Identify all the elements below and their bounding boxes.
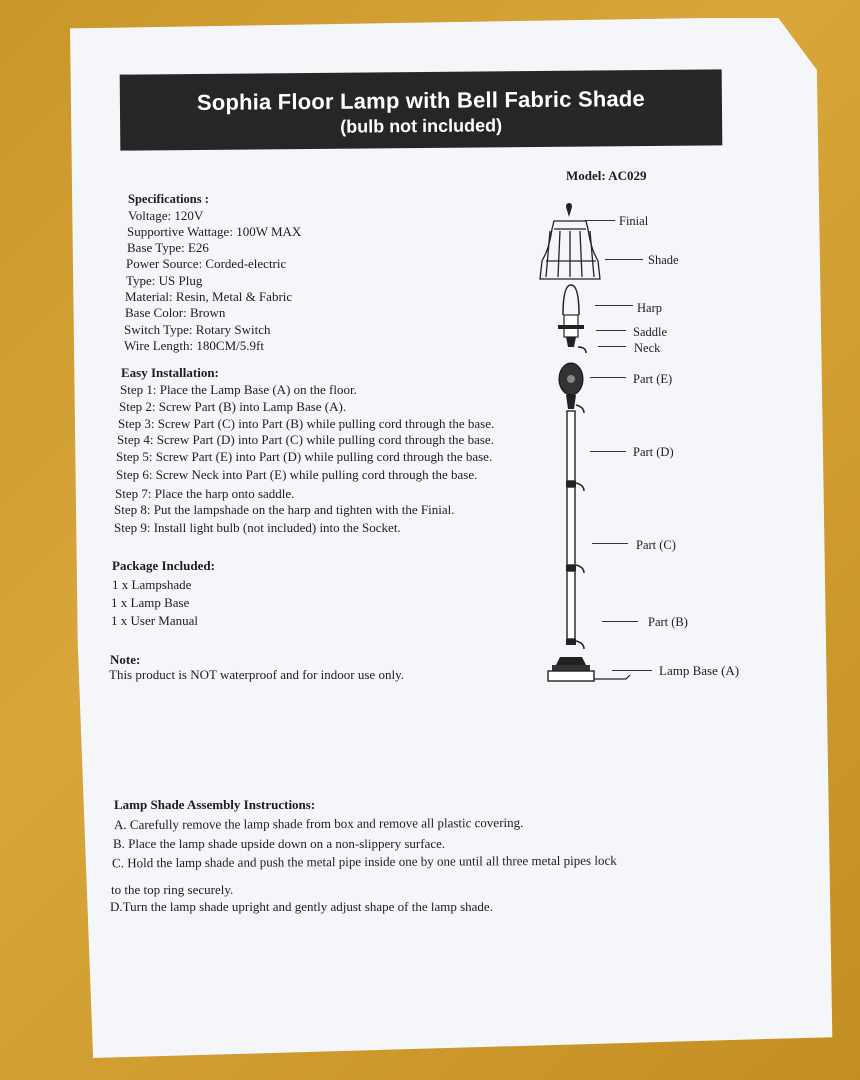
label-shade: Shade [648,253,679,267]
installation-step: Step 2: Screw Part (B) into Lamp Base (A). [119,399,347,414]
spec-line: Supportive Wattage: 100W MAX [127,224,302,239]
shade-part [540,221,600,279]
lampshade-instruction: A. Carefully remove the lamp shade from box and remove all plastic covering. [113,814,524,833]
callout-line [592,543,628,544]
package-item: 1 x User Manual [111,613,199,628]
lamp-diagram [530,195,640,690]
saddle-part [558,325,584,329]
part-c [567,487,575,565]
harp-part [563,285,579,315]
label-lamp-base: Lamp Base (A) [659,663,740,678]
label-harp: Harp [637,301,662,315]
model-number: Model: AC029 [566,168,647,183]
label-neck: Neck [634,341,661,355]
installation-step: Step 7: Place the harp onto saddle. [115,486,295,501]
package-heading: Package Included: [112,558,215,573]
installation-step: Step 4: Screw Part (D) into Part (C) while pulling cord through the base. [117,432,494,447]
label-finial: Finial [619,214,649,228]
callout-line [596,330,626,331]
installation-step: Step 1: Place the Lamp Base (A) on the floor. [120,382,357,397]
spec-line: Switch Type: Rotary Switch [124,322,271,337]
installation-step: Step 8: Put the lampshade on the harp and tighten with the Finial. [114,502,455,517]
lampshade-heading: Lamp Shade Assembly Instructions: [114,797,316,812]
note-heading: Note: [110,652,141,667]
lampshade-instruction: C. Hold the lamp shade and push the metal pipe inside one by one until all three metal pipes lock [111,852,617,871]
package-item: 1 x Lampshade [112,577,192,592]
spec-line: Power Source: Corded-electric [126,256,287,271]
label-part-e: Part (E) [633,372,673,386]
spec-line: Base Color: Brown [125,305,226,320]
label-part-d: Part (D) [633,445,674,459]
lampshade-instruction: B. Place the lamp shade upside down on a non-slippery surface. [113,836,446,851]
spec-line: Type: US Plug [126,273,203,288]
lampshade-instruction: to the top ring securely. [111,882,234,897]
callout-line [602,621,638,622]
lampshade-instruction: D.Turn the lamp shade upright and gently adjust shape of the lamp shade. [110,899,493,914]
lamp-base-part [548,657,630,681]
installation-step: Step 6: Screw Neck into Part (E) while pulling cord through the base. [116,467,478,482]
spec-line: Base Type: E26 [127,240,209,255]
callout-line [605,259,643,260]
callout-line [612,670,652,671]
page-title: Sophia Floor Lamp with Bell Fabric Shade [196,86,646,115]
installation-step: Step 9: Install light bulb (not included) into the Socket. [114,520,401,535]
spec-line: Wire Length: 180CM/5.9ft [124,338,264,353]
page-subtitle: (bulb not included) [340,115,503,137]
callout-line [595,305,633,306]
installation-step: Step 3: Screw Part (C) into Part (B) while pulling cord through the base. [118,416,495,431]
label-part-b: Part (B) [648,615,688,629]
label-saddle: Saddle [633,325,668,339]
part-d [567,411,575,481]
title-banner [120,69,723,150]
neck-part [566,337,576,347]
spec-line: Material: Resin, Metal & Fabric [125,289,293,304]
part-b [567,571,575,639]
package-item: 1 x Lamp Base [111,595,190,610]
installation-heading: Easy Installation: [121,365,219,380]
note-text: This product is NOT waterproof and for indoor use only. [109,667,404,682]
callout-line [590,377,626,378]
label-part-c: Part (C) [636,538,676,552]
callout-line [590,451,626,452]
spec-line: Voltage: 120V [128,208,204,223]
installation-step: Step 5: Screw Part (E) into Part (D) while pulling cord through the base. [116,449,493,464]
specifications-heading: Specifications : [128,192,209,206]
callout-line [585,220,615,221]
callout-line [598,346,626,347]
